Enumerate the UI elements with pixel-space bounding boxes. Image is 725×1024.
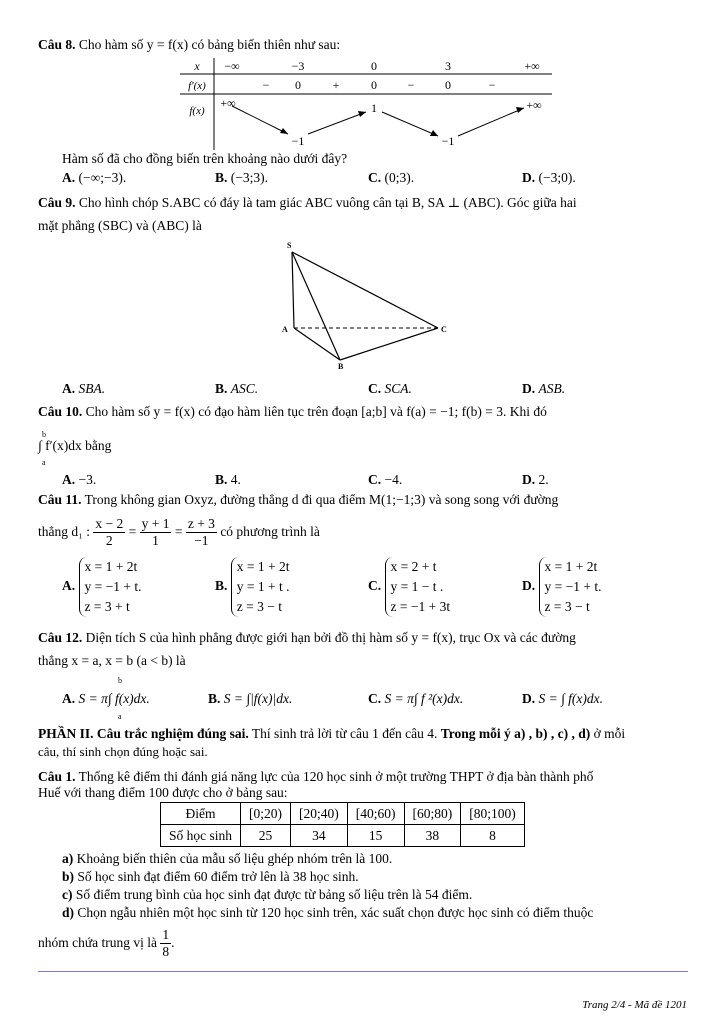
variation-table (180, 58, 552, 150)
q9-option-c[interactable]: C. SCA. (368, 381, 412, 396)
q12-option-a[interactable]: A. S = π∫ f(x)dx. (62, 691, 150, 706)
q11-option-a[interactable]: A. x = 1 + 2t y = −1 + t. z = 3 + t (62, 557, 141, 617)
x-val-2: 0 (371, 59, 377, 73)
q12-upper-limit: b (118, 676, 122, 685)
q10-lower-limit: a (42, 458, 46, 467)
q8-stem (38, 36, 340, 54)
q8-option-b[interactable]: B. (−3;3). (215, 170, 268, 185)
count-4: 8 (461, 825, 525, 847)
x-val-0: −∞ (224, 59, 240, 73)
count-1: 34 (291, 825, 348, 847)
q10-stem-line1 (38, 403, 547, 421)
frac-z: $\frac{z + 3}{-1}$ (187, 516, 215, 549)
sign-6: − (488, 78, 496, 92)
fp-head: f′(x) (188, 80, 206, 92)
vertex-a: A (282, 325, 288, 334)
q9-stem-line1 (38, 194, 577, 212)
q10-option-d[interactable]: D. 2. (522, 472, 549, 487)
sign-4: − (407, 78, 415, 92)
x-head: x (194, 59, 200, 73)
p2q1-statement-a[interactable]: a) Khoảng biến thiên của mẫu số liệu ghép nhóm trên là 100. (62, 851, 393, 866)
sign-1: 0 (295, 78, 301, 92)
interval-1: [20;40) (291, 803, 348, 825)
q9-stem-line2: mặt phẳng (SBC) và (ABC) là (38, 218, 202, 233)
interval-2: [40;60) (347, 803, 404, 825)
q9-text: Cho hình chóp S.ABC có đáy là tam giác ABC vuông cân tại B, SA ⊥ (ABC). Góc giữa hai (78, 195, 577, 210)
q8-option-c[interactable]: C. (0;3). (368, 170, 415, 185)
q9-option-d[interactable]: D. ASB. (522, 381, 566, 396)
p2q1-statement-d[interactable]: d) Chọn ngẫu nhiên một học sinh từ 120 học sinh trên, xác suất chọn được học sinh có điểm thuộc (62, 905, 594, 920)
q12-option-c[interactable]: C. S = π∫ f ²(x)dx. (368, 691, 464, 706)
part2-line2: câu, thí sinh chọn đúng hoặc sai. (38, 744, 208, 759)
vertex-b: B (338, 362, 344, 370)
score-table-header-row (161, 803, 525, 825)
sign-2: + (332, 78, 340, 92)
q11-option-c[interactable]: C. x = 2 + t y = 1 − t . z = −1 + 3t (368, 557, 450, 617)
p2q1-stem-line2: Huế với thang điểm 100 được cho ở bảng sau: (38, 785, 288, 800)
f-val-0: +∞ (220, 96, 236, 110)
p2q1-statement-d-cont: nhóm chứa trung vị là $\frac{1}{8}$ . (38, 927, 175, 960)
q11-option-b[interactable]: B. x = 1 + 2t y = 1 + t . z = 3 − t (215, 557, 290, 617)
p2q1-label: Câu 1. (38, 769, 76, 784)
interval-4: [80;100) (461, 803, 525, 825)
q9-option-a[interactable]: A. SBA. (62, 381, 106, 396)
vertex-c: C (441, 325, 447, 334)
score-table (160, 802, 525, 847)
pyramid-figure (282, 240, 452, 370)
frac-y: $\frac{y + 1}{1}$ (141, 516, 170, 549)
count-2: 15 (347, 825, 404, 847)
sign-5: 0 (445, 78, 451, 92)
sign-3: 0 (371, 78, 377, 92)
q12-stem-line2: thẳng x = a, x = b (a < b) là (38, 653, 186, 668)
q10-integral: ∫ f′(x)dx bằng (38, 438, 112, 453)
q11-label: Câu 11. (38, 492, 82, 507)
q9-option-b[interactable]: B. ASC. (215, 381, 259, 396)
q8-question: Hàm số đã cho đồng biến trên khoảng nào dưới đây? (62, 151, 348, 166)
q8-option-d[interactable]: D. (−3;0). (522, 170, 576, 185)
x-val-4: +∞ (524, 59, 540, 73)
f-val-4: +∞ (526, 98, 542, 112)
q11-stem-line1 (38, 491, 558, 509)
q12-option-b[interactable]: B. S = ∫|f(x)|dx. (208, 691, 293, 706)
q12-lower-limit: a (118, 712, 122, 721)
count-0: 25 (241, 825, 291, 847)
q12-stem-line1 (38, 629, 576, 647)
q8-option-a[interactable]: A. (−∞;−3). (62, 170, 127, 185)
q8-text: Cho hàm số y = f(x) có bảng biến thiên như sau: (78, 37, 341, 52)
q12-label: Câu 12. (38, 630, 83, 645)
p2q1-statement-c[interactable]: c) Số điểm trung bình của học sinh đạt được từ bảng số liệu trên là 54 điểm. (62, 887, 473, 902)
q11-option-d[interactable]: D. x = 1 + 2t y = −1 + t. z = 3 − t (522, 557, 601, 617)
q11-text: Trong không gian Oxyz, đường thẳng d đi qua điểm M(1;−1;3) và song song với đường (84, 492, 559, 507)
q12-text: Diện tích S của hình phẳng được giới hạn bởi đồ thị hàm số y = f(x), trục Ox và các đường (85, 630, 576, 645)
part2-title: PHẦN II. Câu trắc nghiệm đúng sai. (38, 726, 249, 741)
footer-rule (38, 971, 688, 972)
score-table-count-row (161, 825, 525, 847)
count-head: Số học sinh (161, 825, 241, 847)
count-3: 38 (404, 825, 461, 847)
vertex-s: S (287, 241, 292, 250)
median-probability: $\frac{1}{8}$ (162, 927, 170, 960)
frac-x: $\frac{x - 2}{2}$ (95, 516, 124, 549)
p2q1-text: Thống kê điểm thi đánh giá năng lực của 120 học sinh ở một trường THPT ở địa bàn thành phố (78, 769, 594, 784)
q11-stem-line2: thẳng d₁ : $\frac{x - 2}{2}$ = $\frac{y + 1}{1}$ = $\frac{z + 3}{-1}$ có phương trình là (38, 516, 320, 549)
interval-0: [0;20) (241, 803, 291, 825)
f-val-1: −1 (291, 134, 305, 148)
q10-option-b[interactable]: B. 4. (215, 472, 241, 487)
q10-upper-limit: b (42, 430, 46, 439)
x-val-1: −3 (291, 59, 305, 73)
q10-option-c[interactable]: C. −4. (368, 472, 403, 487)
f-val-3: −1 (441, 134, 455, 148)
score-head: Điểm (161, 803, 241, 825)
q10-option-a[interactable]: A. −3. (62, 472, 97, 487)
interval-3: [60;80) (404, 803, 461, 825)
f-val-2: 1 (371, 101, 377, 115)
q10-label: Câu 10. (38, 404, 83, 419)
part2-header: PHẦN II. Câu trắc nghiệm đúng sai. Thí sinh trả lời từ câu 1 đến câu 4. Trong mỗi ý a) , b) , c) , d) ở mỗi (38, 726, 626, 741)
page-footer: Trang 2/4 - Mã đề 1201 (582, 999, 687, 1011)
x-val-3: 3 (445, 59, 451, 73)
q12-option-d[interactable]: D. S = ∫ f(x)dx. (522, 691, 604, 706)
q10-text: Cho hàm số y = f(x) có đạo hàm liên tục trên đoạn [a;b] và f(a) = −1; f(b) = 3. Khi đó (85, 404, 547, 419)
p2q1-statement-b[interactable]: b) Số học sinh đạt điểm 60 điểm trở lên là 38 học sinh. (62, 869, 359, 884)
q9-label: Câu 9. (38, 195, 76, 210)
sign-0: − (262, 78, 270, 92)
q8-label: Câu 8. (38, 37, 76, 52)
f-head: f(x) (189, 105, 205, 117)
